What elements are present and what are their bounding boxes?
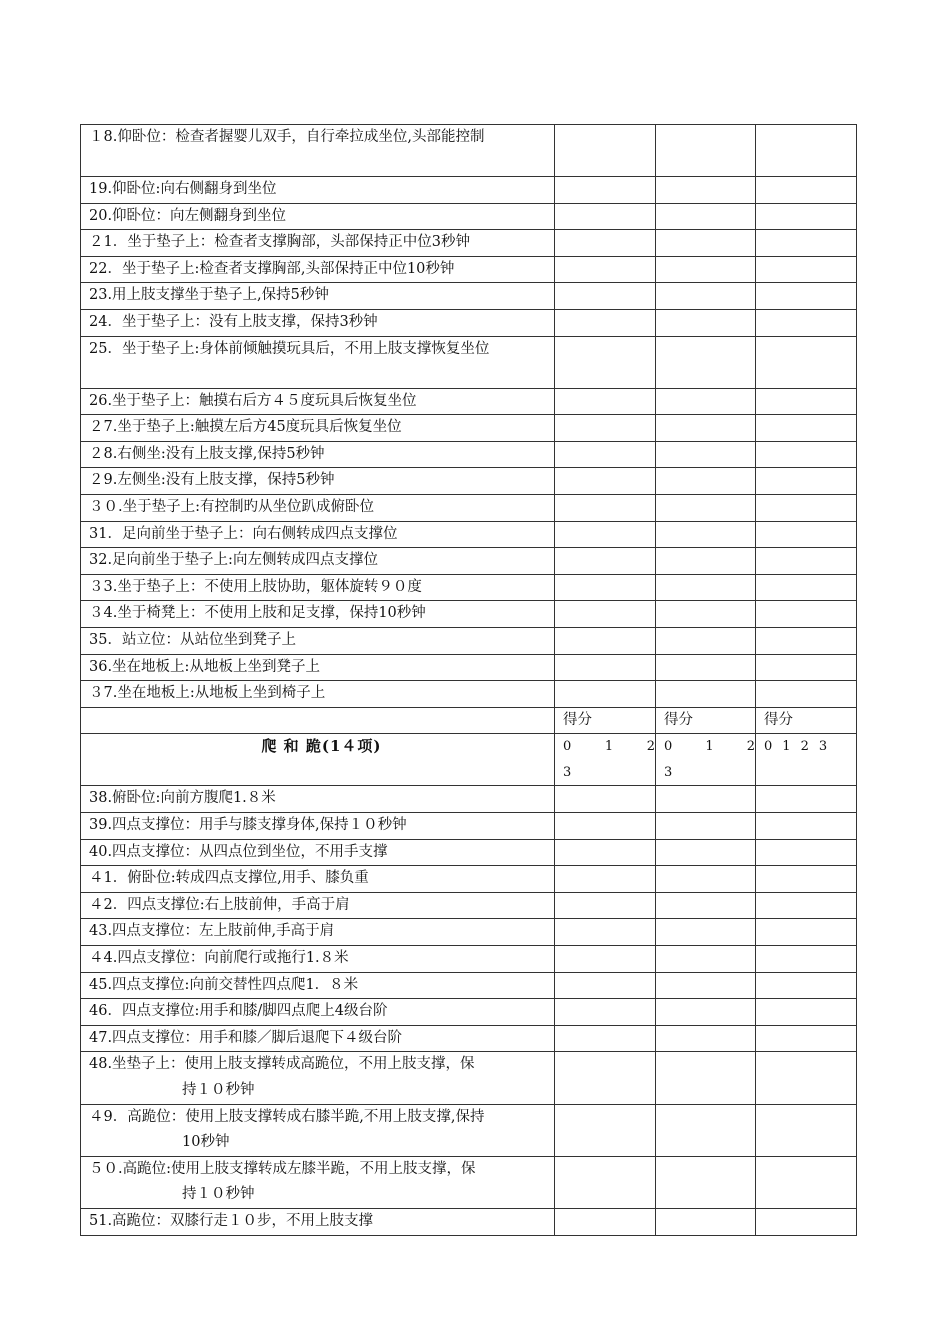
score-cell-3[interactable] [756,999,857,1026]
scale-digit: 3 [818,739,828,755]
score-cell-3[interactable] [756,786,857,813]
table-row [81,521,857,548]
score-cell-2[interactable] [656,1208,756,1235]
score-cell-1[interactable] [555,1104,656,1156]
score-cell-2[interactable] [656,203,756,230]
score-cell-2[interactable] [656,1052,756,1104]
score-cell-1[interactable] [555,1025,656,1052]
item-description: 51.高跪位：双膝行走１０步，不用上肢支撑 [81,1208,555,1235]
score-cell-2[interactable] [656,786,756,813]
score-cell-3[interactable] [756,654,857,681]
table-row [81,388,857,415]
score-cell-2[interactable] [656,388,756,415]
table-row [81,256,857,283]
score-cell-3[interactable] [756,919,857,946]
score-cell-1[interactable] [555,468,656,495]
score-scale [656,734,756,786]
score-cell-3[interactable] [756,521,857,548]
score-cell-1[interactable] [555,521,656,548]
score-label: 得分 [555,707,656,734]
score-cell-2[interactable] [656,892,756,919]
item-description: 38.俯卧位:向前方腹爬1.８米 [81,786,555,813]
score-cell-2[interactable] [656,441,756,468]
table-row [81,1052,857,1104]
score-cell-1[interactable] [555,309,656,336]
score-cell-3[interactable] [756,839,857,866]
table-row [81,441,857,468]
score-cell-3[interactable] [756,627,857,654]
score-cell-3[interactable] [756,230,857,257]
scale-digit: 1 [782,739,791,755]
scale-digit: 3 [563,764,572,780]
score-cell-2[interactable] [656,177,756,204]
score-header-row [81,707,857,734]
table-row [81,892,857,919]
score-cell-3[interactable] [756,283,857,310]
item-description: 31．足向前坐于垫子上：向右侧转成四点支撑位 [81,521,555,548]
item-description: 32.足向前坐于垫子上:向左侧转成四点支撑位 [81,548,555,575]
scale-digit: 1 [705,739,714,755]
score-cell-3[interactable] [756,309,857,336]
table-row [81,1025,857,1052]
score-cell-1[interactable] [555,839,656,866]
score-cell-2[interactable] [656,548,756,575]
score-cell-1[interactable] [555,388,656,415]
score-cell-2[interactable] [656,972,756,999]
score-cell-3[interactable] [756,1208,857,1235]
item-description: ３4.坐于椅凳上：不使用上肢和足支撑，保持10秒钟 [81,601,555,628]
table-row [81,1156,857,1208]
score-cell-2[interactable] [656,681,756,708]
score-cell-3[interactable] [756,892,857,919]
score-cell-3[interactable] [756,681,857,708]
score-label: 得分 [756,707,857,734]
item-description: ２8.右侧坐:没有上肢支撑,保持5秒钟 [81,441,555,468]
score-cell-3[interactable] [756,441,857,468]
scale-digit: 0 [764,739,773,755]
item-line-1: ４9．高跪位：使用上肢支撑转成右膝半跪,不用上肢支撑,保持 [89,1108,485,1125]
item-description: １8.仰卧位：检查者握婴儿双手，自行牵拉成坐位,头部能控制 [81,125,555,177]
scale-digit: 2 [646,739,655,755]
scale-digit: 0 [664,739,673,755]
table-row [81,681,857,708]
item-description: 47.四点支撑位：用手和膝／脚后退爬下４级台阶 [81,1025,555,1052]
score-cell-1[interactable] [555,256,656,283]
table-row [81,283,857,310]
item-description: 46．四点支撑位:用手和膝/脚四点爬上4级台阶 [81,999,555,1026]
score-cell-1[interactable] [555,574,656,601]
score-cell-1[interactable] [555,654,656,681]
item-line-2: 持１０秒钟 [182,1082,255,1098]
score-cell-1[interactable] [555,681,656,708]
score-cell-3[interactable] [756,125,857,177]
score-cell-3[interactable] [756,1052,857,1104]
item-description: ４1．俯卧位:转成四点支撑位,用手、膝负重 [81,866,555,893]
score-cell-2[interactable] [656,839,756,866]
item-description: 43.四点支撑位：左上肢前伸,手高于肩 [81,919,555,946]
score-cell-3[interactable] [756,1104,857,1156]
table-row [81,866,857,893]
item-description: 40.四点支撑位：从四点位到坐位，不用手支撑 [81,839,555,866]
table-row [81,336,857,388]
score-cell-2[interactable] [656,283,756,310]
table-row [81,125,857,177]
score-cell-3[interactable] [756,601,857,628]
score-cell-1[interactable] [555,892,656,919]
item-description: ３０.坐于垫子上:有控制旳从坐位趴成俯卧位 [81,494,555,521]
table-row [81,601,857,628]
score-cell-3[interactable] [756,388,857,415]
item-description: ４4.四点支撑位：向前爬行或拖行1.８米 [81,946,555,973]
score-cell-3[interactable] [756,468,857,495]
score-scale [756,734,857,786]
score-cell-3[interactable] [756,574,857,601]
item-description: 45.四点支撑位:向前交替性四点爬1．８米 [81,972,555,999]
score-cell-1[interactable] [555,177,656,204]
scale-digit: 1 [604,739,614,755]
score-cell-2[interactable] [656,256,756,283]
table-row [81,309,857,336]
score-cell-1[interactable] [555,1052,656,1104]
score-cell-1[interactable] [555,813,656,840]
item-description: 35．站立位：从站位坐到凳子上 [81,627,555,654]
score-cell-2[interactable] [656,919,756,946]
table-row [81,230,857,257]
table-row [81,468,857,495]
table-row [81,946,857,973]
score-cell-1[interactable] [555,1156,656,1208]
score-cell-3[interactable] [756,336,857,388]
item-description [81,1052,555,1104]
item-description: ４2．四点支撑位:右上肢前伸，手高于肩 [81,892,555,919]
score-cell-1[interactable] [555,601,656,628]
score-cell-2[interactable] [656,574,756,601]
score-cell-2[interactable] [656,813,756,840]
item-description: ３3.坐于垫子上：不使用上肢协助，躯体旋转９０度 [81,574,555,601]
score-cell-2[interactable] [656,415,756,442]
score-cell-2[interactable] [656,521,756,548]
item-description: 23.用上肢支撑坐于垫子上,保持5秒钟 [81,283,555,310]
table-row [81,1208,857,1235]
score-cell-2[interactable] [656,494,756,521]
score-cell-3[interactable] [756,415,857,442]
score-cell-1[interactable] [555,866,656,893]
item-description: 22．坐于垫子上:检查者支撑胸部,头部保持正中位10秒钟 [81,256,555,283]
table-row [81,574,857,601]
item-description: 39.四点支撑位：用手与膝支撑身体,保持１０秒钟 [81,813,555,840]
score-cell-1[interactable] [555,494,656,521]
score-cell-3[interactable] [756,866,857,893]
score-cell-2[interactable] [656,999,756,1026]
section-title: 爬 和 跪(1４项) [81,734,555,786]
table-row [81,813,857,840]
item-description: ３7.坐在地板上:从地板上坐到椅子上 [81,681,555,708]
score-cell-2[interactable] [656,125,756,177]
table-row [81,203,857,230]
score-cell-3[interactable] [756,177,857,204]
table-row [81,1104,857,1156]
item-description: 26.坐于垫子上：触摸右后方４５度玩具后恢复坐位 [81,388,555,415]
score-cell-1[interactable] [555,415,656,442]
score-cell-2[interactable] [656,1025,756,1052]
item-description: ２1．坐于垫子上：检查者支撑胸部，头部保持正中位3秒钟 [81,230,555,257]
table-row [81,654,857,681]
score-cell-1[interactable] [555,548,656,575]
score-cell-3[interactable] [756,203,857,230]
item-description: 19.仰卧位:向右侧翻身到坐位 [81,177,555,204]
item-description [81,1104,555,1156]
score-cell-2[interactable] [656,1156,756,1208]
table-row [81,919,857,946]
score-cell-3[interactable] [756,548,857,575]
table-row [81,548,857,575]
score-label: 得分 [656,707,756,734]
scale-digit: 3 [664,764,673,780]
score-cell-2[interactable] [656,336,756,388]
item-description: ２9.左侧坐:没有上肢支撑，保持5秒钟 [81,468,555,495]
score-cell-1[interactable] [555,1208,656,1235]
table-row [81,177,857,204]
score-cell-1[interactable] [555,203,656,230]
score-cell-2[interactable] [656,627,756,654]
item-description: 20.仰卧位：向左侧翻身到坐位 [81,203,555,230]
score-cell-1[interactable] [555,230,656,257]
scale-digit: 0 [563,739,572,755]
score-cell-2[interactable] [656,946,756,973]
score-cell-1[interactable] [555,627,656,654]
item-description: 25．坐于垫子上:身体前倾触摸玩具后，不用上肢支撑恢复坐位 [81,336,555,388]
item-line-2: 持１０秒钟 [182,1186,255,1203]
score-cell-2[interactable] [656,654,756,681]
table-row [81,494,857,521]
score-cell-2[interactable] [656,866,756,893]
score-cell-2[interactable] [656,309,756,336]
scale-digit: 2 [800,739,809,755]
score-cell-1[interactable] [555,336,656,388]
table-row [81,415,857,442]
item-description [81,1156,555,1208]
item-description: 24．坐于垫子上：没有上肢支撑，保持3秒钟 [81,309,555,336]
score-cell-1[interactable] [555,972,656,999]
score-cell-3[interactable] [756,256,857,283]
item-description: 36.坐在地板上:从地板上坐到凳子上 [81,654,555,681]
score-cell-3[interactable] [756,813,857,840]
score-cell-1[interactable] [555,919,656,946]
score-cell-1[interactable] [555,125,656,177]
section-row [81,734,857,786]
score-cell-3[interactable] [756,494,857,521]
table-row [81,972,857,999]
table-row [81,839,857,866]
score-scale [555,734,656,786]
item-line-1: ５０.高跪位:使用上肢支撑转成左膝半跪，不用上肢支撑，保 [89,1160,476,1177]
blank-cell [81,707,555,734]
score-cell-2[interactable] [656,1104,756,1156]
item-line-1: 48.坐垫子上：使用上肢支撑转成高跪位，不用上肢支撑，保 [89,1056,475,1073]
table-row [81,999,857,1026]
score-cell-3[interactable] [756,1025,857,1052]
score-cell-3[interactable] [756,946,857,973]
score-cell-3[interactable] [756,972,857,999]
score-cell-1[interactable] [555,946,656,973]
score-cell-1[interactable] [555,999,656,1026]
score-cell-1[interactable] [555,786,656,813]
item-line-2: 10秒钟 [182,1134,230,1151]
score-cell-2[interactable] [656,468,756,495]
scale-digit: 2 [746,739,755,755]
table-row [81,627,857,654]
score-cell-3[interactable] [756,1156,857,1208]
score-cell-1[interactable] [555,441,656,468]
table-row [81,786,857,813]
score-cell-2[interactable] [656,230,756,257]
score-cell-1[interactable] [555,283,656,310]
item-description: ２7.坐于垫子上:触摸左后方45度玩具后恢复坐位 [81,415,555,442]
score-cell-2[interactable] [656,601,756,628]
gmfm-assessment-table [80,124,857,1236]
